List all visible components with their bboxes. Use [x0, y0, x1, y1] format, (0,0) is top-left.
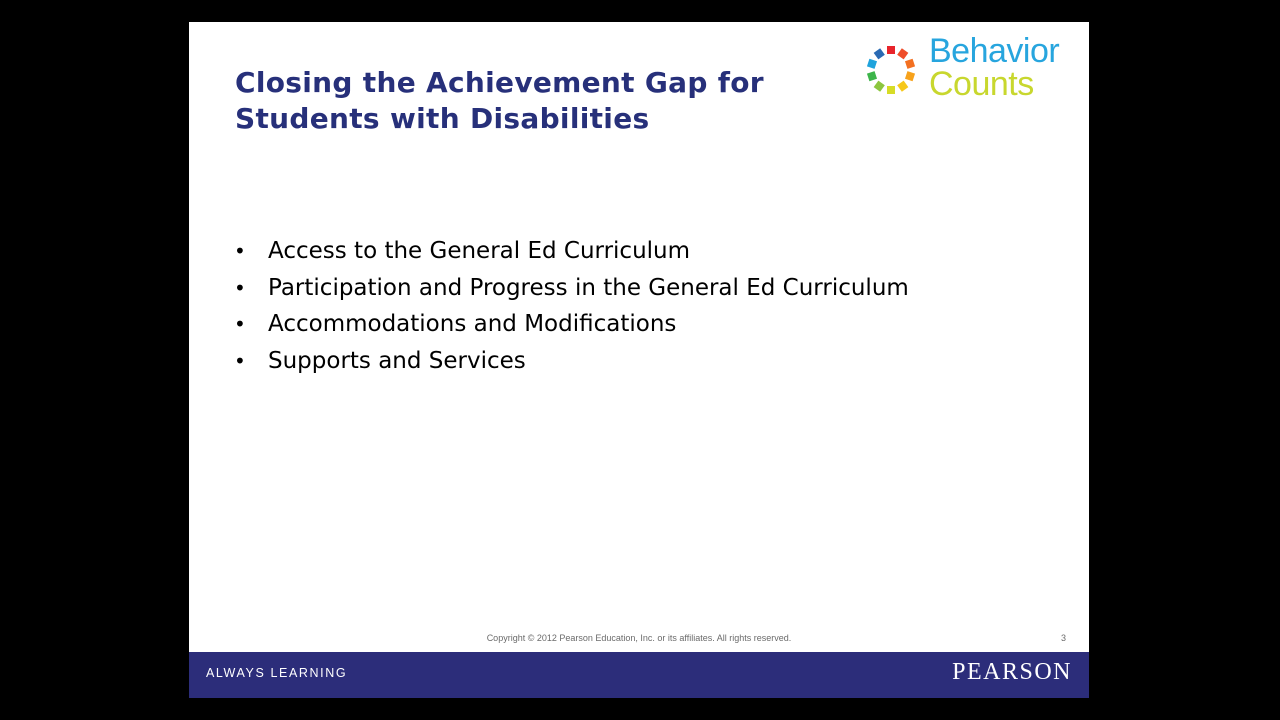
slide: [189, 22, 1089, 698]
slide-title-line-1: Closing the Achievement Gap for: [235, 66, 764, 99]
bullet-text: Access to the General Ed Curriculum: [268, 238, 691, 264]
footer-bar: [189, 652, 1089, 698]
footer-tagline: ALWAYS LEARNING: [206, 666, 348, 680]
bullet-text: Participation and Progress in the General Ed Curriculum: [268, 274, 909, 301]
bullet-text: Supports and Services: [268, 347, 526, 374]
pearson-brand: PEARSON: [952, 659, 1072, 685]
logo-line-2: Counts: [929, 65, 1034, 103]
page-number: 3: [1061, 633, 1067, 643]
bullet-marker: •: [234, 348, 246, 373]
logo-wordmark: [929, 32, 1060, 103]
logo-line-1: Behavior: [929, 32, 1060, 70]
bullet-marker: •: [234, 275, 246, 300]
copyright-notice: Copyright © 2012 Pearson Education, Inc. or its affiliates. All rights reserved.: [486, 633, 792, 643]
slide-title-line-2: Students with Disabilities: [235, 102, 650, 135]
behavior-counts-logo: [861, 32, 1076, 105]
bullet-marker: •: [234, 312, 246, 336]
slide-title: [235, 65, 835, 137]
starburst-logo-icon: [861, 39, 923, 101]
bullet-text: Accommodations and Modifications: [268, 311, 677, 337]
bullet-marker: •: [234, 239, 246, 263]
